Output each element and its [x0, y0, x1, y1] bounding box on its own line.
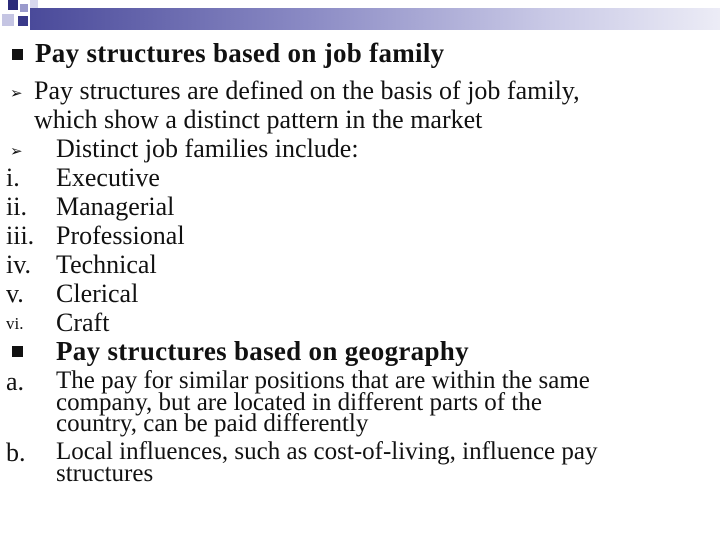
header-decoration — [0, 0, 720, 40]
families-intro: Distinct job families include: — [56, 134, 359, 163]
arrow-bullet-icon: ➢ — [10, 84, 23, 102]
header-band — [30, 8, 720, 30]
deco-square — [20, 4, 28, 12]
intro-line-2: which show a distinct pattern in the market — [34, 105, 483, 134]
geo-point-b-line-1: Local influences, such as cost-of-living, influence pay — [56, 438, 598, 465]
list-marker: i. — [6, 163, 20, 192]
list-marker: a. — [6, 367, 25, 396]
list-marker: ii. — [6, 192, 27, 221]
geo-point-b-line-2: structures — [56, 460, 154, 487]
list-item: Craft — [56, 308, 110, 337]
list-marker: b. — [6, 438, 26, 467]
list-marker: iii. — [6, 221, 35, 250]
intro-line-1: Pay structures are defined on the basis of job family, — [34, 76, 580, 105]
heading-geography: Pay structures based on geography — [56, 336, 469, 366]
list-item: Clerical — [56, 279, 139, 308]
deco-square — [18, 16, 28, 26]
geo-point-a-line-1: The pay for similar positions that are within the same — [56, 367, 590, 394]
deco-square — [30, 0, 38, 8]
list-marker: vi. — [6, 314, 24, 333]
deco-square — [8, 0, 18, 10]
arrow-bullet-icon: ➢ — [10, 142, 23, 160]
geo-point-a-line-3: country, can be paid differently — [56, 410, 369, 437]
list-marker: iv. — [6, 250, 32, 279]
list-item: Managerial — [56, 192, 175, 221]
list-item: Professional — [56, 221, 185, 250]
list-item: Executive — [56, 163, 160, 192]
list-item: Technical — [56, 250, 157, 279]
deco-square — [2, 14, 14, 26]
square-bullet-icon — [12, 346, 23, 357]
list-marker: v. — [6, 279, 24, 308]
square-bullet-icon — [12, 49, 23, 60]
heading-job-family: Pay structures based on job family — [35, 38, 445, 68]
geo-point-a-line-2: company, but are located in different parts of the — [56, 389, 542, 416]
